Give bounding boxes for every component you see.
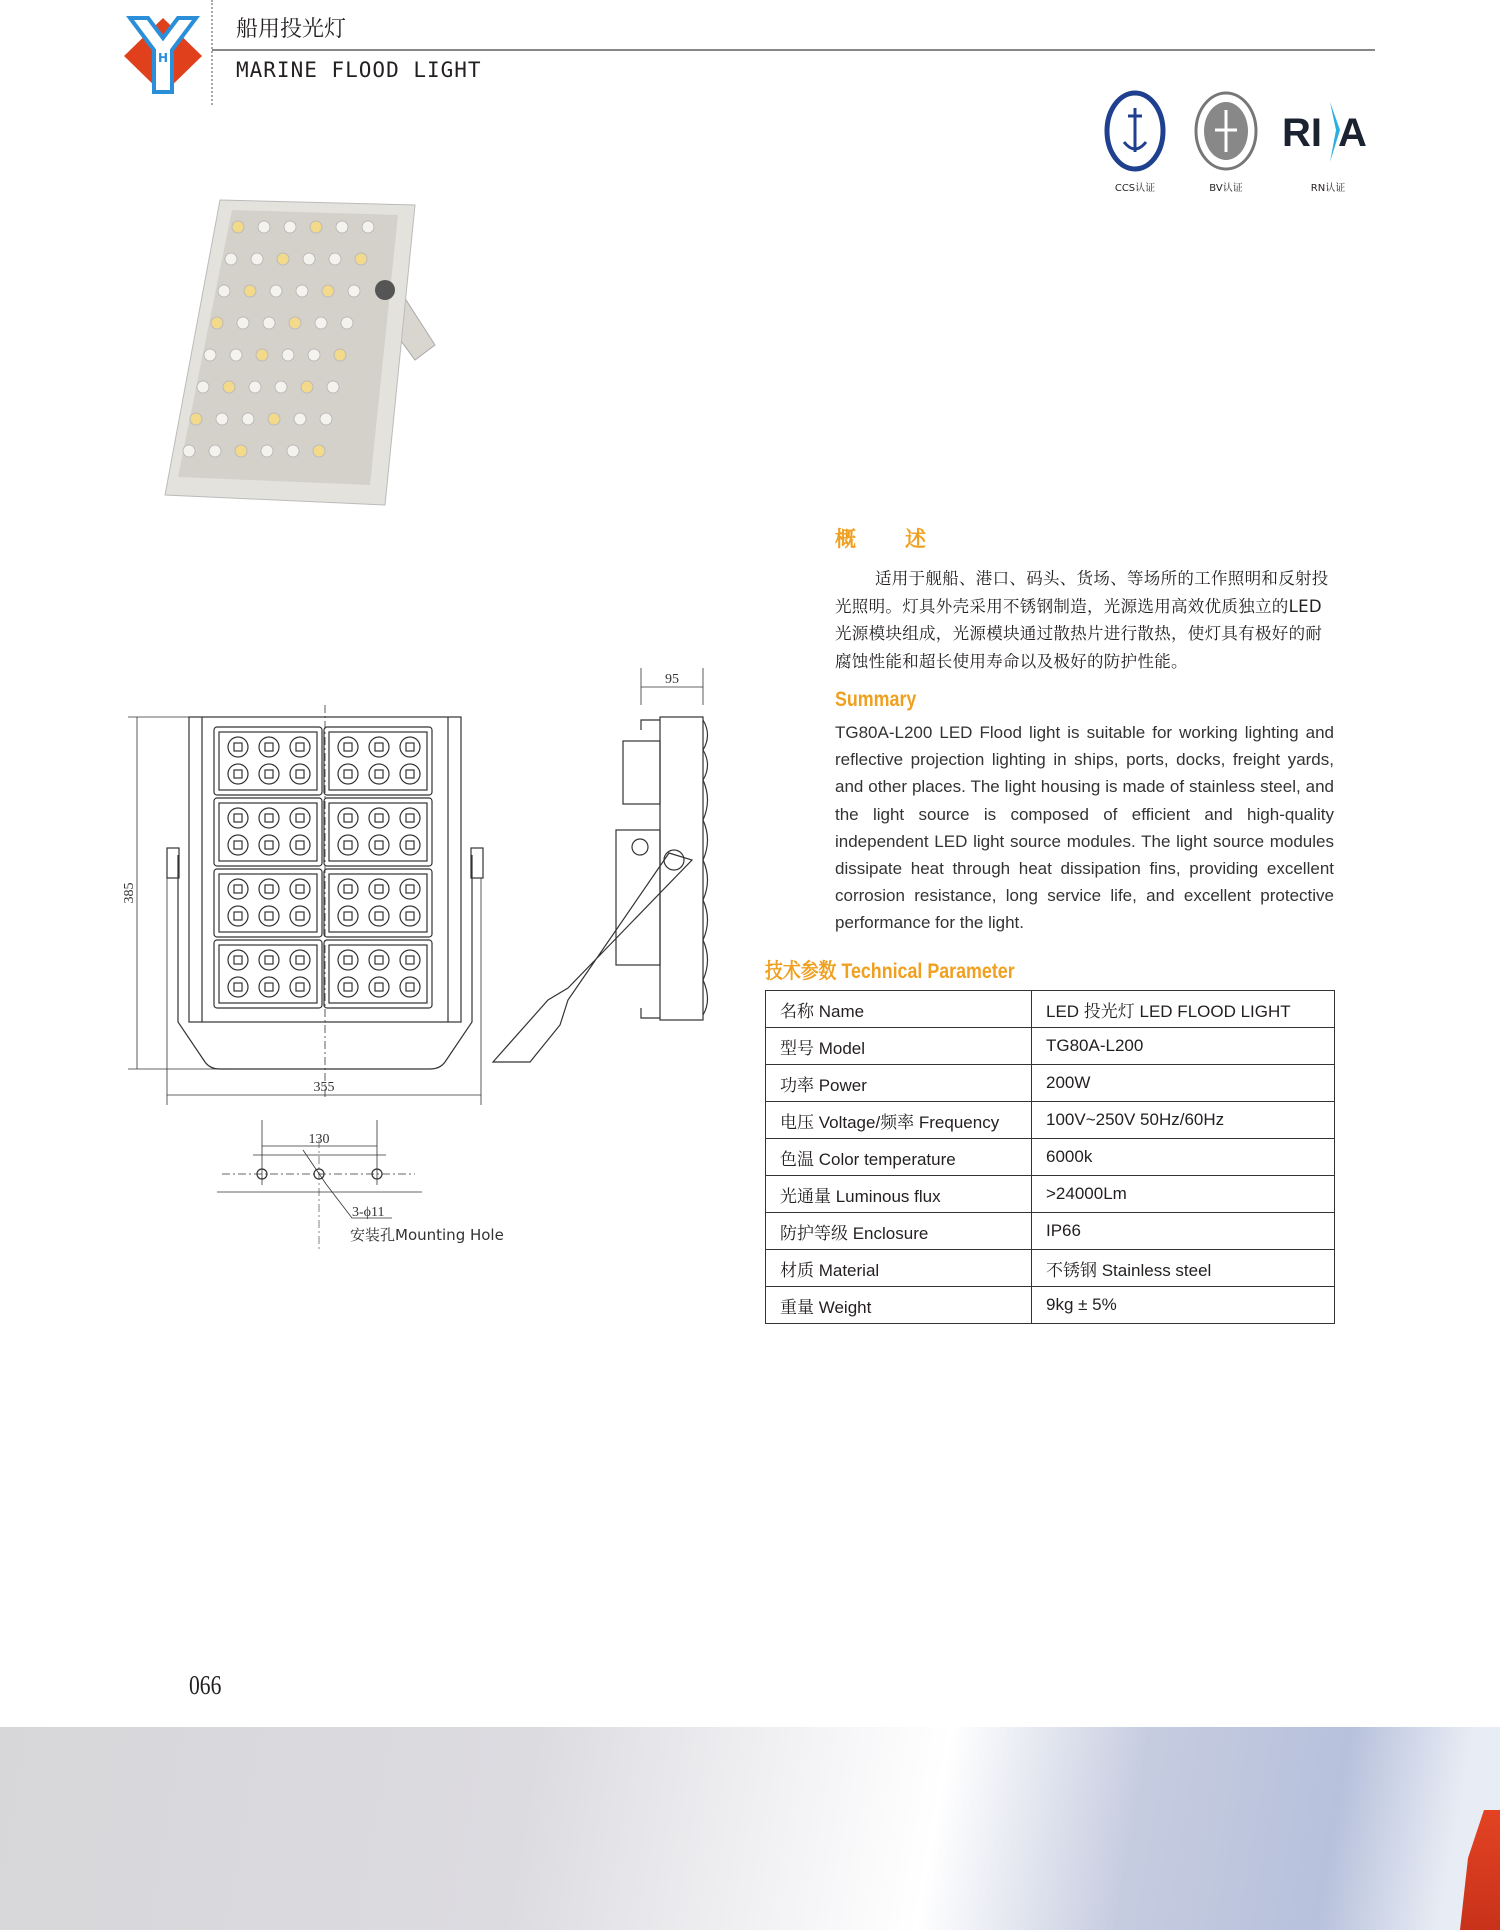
led (289, 317, 301, 329)
led (287, 445, 299, 457)
led (211, 317, 223, 329)
header-rule (212, 49, 1375, 51)
param-value: 9kg ± 5% (1032, 1287, 1335, 1324)
table-row (766, 1028, 1335, 1065)
overview-heading: 概 述 (835, 527, 940, 551)
led (322, 285, 334, 297)
table-row (766, 1102, 1335, 1139)
led (341, 317, 353, 329)
led (348, 285, 360, 297)
page-title-en: MARINE FLOOD LIGHT (236, 58, 482, 82)
led-module (324, 869, 432, 937)
param-value: 6000k (1032, 1139, 1335, 1176)
led (251, 253, 263, 265)
header-divider (211, 0, 213, 105)
width-dim-label: 355 (313, 1080, 335, 1095)
led (284, 221, 296, 233)
led (313, 445, 325, 457)
led-module (214, 940, 322, 1008)
table-row (766, 1139, 1335, 1176)
svg-text:RI: RI (1282, 111, 1322, 155)
param-value: 200W (1032, 1065, 1335, 1102)
led (256, 349, 268, 361)
hole-label: 安装孔Mounting Hole (350, 1226, 504, 1244)
table-row (766, 1287, 1335, 1324)
depth-dim-label: 95 (665, 672, 679, 687)
param-name: 光通量 Luminous flux (766, 1176, 1032, 1213)
led (296, 285, 308, 297)
led (223, 381, 235, 393)
summary-heading: Summary (835, 688, 917, 711)
led (197, 381, 209, 393)
cert-ccs (1104, 90, 1166, 194)
tech-params-table (765, 990, 1335, 1324)
led (303, 253, 315, 265)
led (310, 221, 322, 233)
svg-text:A: A (1338, 111, 1367, 155)
led (230, 349, 242, 361)
led (258, 221, 270, 233)
param-value: TG80A-L200 (1032, 1028, 1335, 1065)
led (336, 221, 348, 233)
param-value: LED 投光灯 LED FLOOD LIGHT (1032, 991, 1335, 1028)
table-row (766, 1176, 1335, 1213)
led (270, 285, 282, 297)
hole-spec-label: 3-ϕ11 (352, 1205, 385, 1220)
led (183, 445, 195, 457)
led-module (214, 798, 322, 866)
tech-params-heading: 技术参数 Technical Parameter (765, 960, 1015, 983)
param-name: 型号 Model (766, 1028, 1032, 1065)
led (218, 285, 230, 297)
cert-label: RN认证 (1310, 183, 1346, 194)
led (308, 349, 320, 361)
led (204, 349, 216, 361)
param-name: 色温 Color temperature (766, 1139, 1032, 1176)
led (320, 413, 332, 425)
led (362, 221, 374, 233)
cert-rina (1280, 90, 1376, 194)
height-dimension (128, 717, 230, 1069)
led (225, 253, 237, 265)
led (261, 445, 273, 457)
led (315, 317, 327, 329)
ship-image (1460, 1810, 1500, 1930)
bv-logo-icon (1193, 90, 1259, 172)
led (237, 317, 249, 329)
overview-text: 适用于舰船、港口、码头、货场、等场所的工作照明和反射投光照明。灯具外壳采用不锈钢制造，光源选用高效优质独立的LED光源模块组成，光源模块通过散热片进行散热，使灯具有极好的耐腐蚀性能和超长使用寿命以及极好的防护性能。 (835, 569, 1329, 671)
page-number: 066 (189, 1670, 222, 1700)
param-name: 名称 Name (766, 991, 1032, 1028)
footer-banner-image (0, 1727, 1500, 1930)
param-name: 重量 Weight (766, 1287, 1032, 1324)
led (190, 413, 202, 425)
led (249, 381, 261, 393)
param-name: 防护等级 Enclosure (766, 1213, 1032, 1250)
param-name: 电压 Voltage/频率 Frequency (766, 1102, 1032, 1139)
hole-spacing-label: 130 (308, 1132, 330, 1147)
svg-text:H: H (157, 51, 169, 65)
led (263, 317, 275, 329)
dimension-drawing (120, 660, 730, 1250)
led (355, 253, 367, 265)
led (209, 445, 221, 457)
cert-bv (1193, 90, 1259, 194)
product-photo (160, 195, 535, 515)
param-name: 功率 Power (766, 1065, 1032, 1102)
led (216, 413, 228, 425)
front-view (167, 705, 483, 1100)
param-value: IP66 (1032, 1213, 1335, 1250)
table-row (766, 1213, 1335, 1250)
led-module (324, 727, 432, 795)
param-value: 100V~250V 50Hz/60Hz (1032, 1102, 1335, 1139)
cert-label: BV认证 (1209, 183, 1243, 194)
led (244, 285, 256, 297)
ccs-logo-icon (1104, 90, 1166, 172)
side-view (493, 668, 708, 1062)
led (242, 413, 254, 425)
param-name: 材质 Material (766, 1250, 1032, 1287)
led (282, 349, 294, 361)
rina-logo-icon (1280, 90, 1376, 172)
table-row (766, 1065, 1335, 1102)
led (232, 221, 244, 233)
led-module (214, 727, 322, 795)
summary-text: TG80A-L200 LED Flood light is suitable for working lighting and reflective projection lighting in ships, ports, docks, freight yards, and other places. The light housing is made of stainless steel, and the light source is composed of efficient and high-quality independent LED light source modules. The light source modules dissipate heat through heat dissipation fins, providing excellent corrosion resistance, long service life, and excellent protective performance for the light. (835, 723, 1334, 933)
led (277, 253, 289, 265)
param-value: 不锈钢 Stainless steel (1032, 1250, 1335, 1287)
table-row (766, 991, 1335, 1028)
cert-label: CCS认证 (1114, 183, 1156, 194)
led (235, 445, 247, 457)
led (301, 381, 313, 393)
led-module (324, 798, 432, 866)
param-value: >24000Lm (1032, 1176, 1335, 1213)
led (329, 253, 341, 265)
height-dim-label: 385 (122, 882, 137, 904)
led-module (214, 869, 322, 937)
page-title-cn: 船用投光灯 (236, 17, 347, 42)
led (275, 381, 287, 393)
led (327, 381, 339, 393)
led (268, 413, 280, 425)
company-logo (122, 10, 204, 98)
led (334, 349, 346, 361)
led (294, 413, 306, 425)
led-module (324, 940, 432, 1008)
table-row (766, 1250, 1335, 1287)
